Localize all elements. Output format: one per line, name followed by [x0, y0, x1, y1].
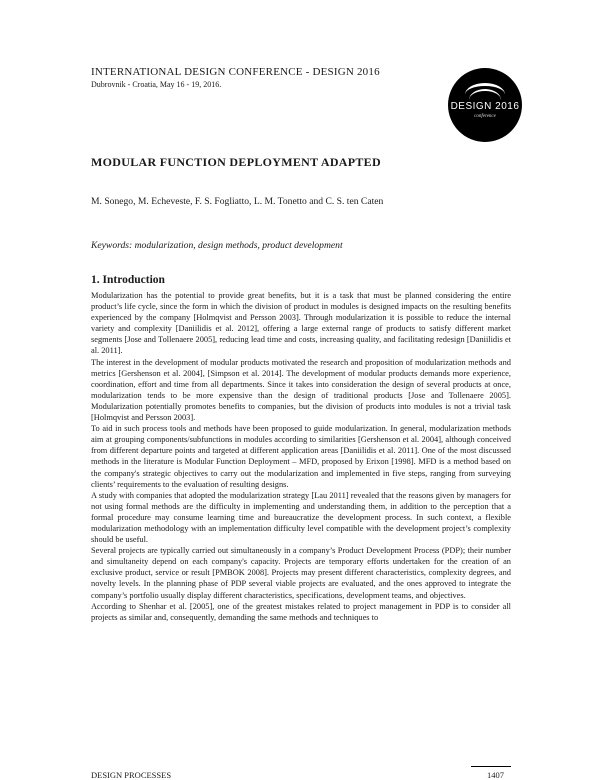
logo-tagline: conference	[474, 114, 496, 119]
keywords: Keywords: modularization, design methods, product development	[91, 240, 343, 251]
paragraph: The interest in the development of modular products motivated the research and proposition of modularization methods and metrics [Gershenson et al. 2004], [Simpson et al. 2014]. The development of modular products demands more experience, coordination, effort and time from all departments. Since it takes into consideration the design of several products at once, modularization tends to be more expensive than the design of traditional products [Jose and Tollenaere 2005]. Modularization potentially promotes benefits to companies, but the division of products into modules is not a trivial task [Holmqvist and Persson 2003].	[91, 357, 511, 423]
body-text	[91, 290, 511, 623]
design-2016-logo	[448, 68, 522, 142]
paragraph: A study with companies that adopted the modularization strategy [Lau 2011] revealed that the reasons given by managers for not using formal methods are the difficulty in implementing and understanding them, in addition to the perception that a formal procedure may consume learning time and bureaucratize the development process. In such context, a flexible modularization methodology with an implementation difficulty level compatible with the development project’s complexity should be useful.	[91, 490, 511, 545]
paragraph: Modularization has the potential to provide great benefits, but it is a task that must be planned considering the entire product’s life cycle, since the form in which the division of product in modules is designed impacts on the resulting benefits experienced by the company [Holmqvist and Persson 2003]. Through modularization it is possible to reduce the internal variety and complexity [Daniilidis et al. 2012], offering a large external range of products to satisfy different market segments [Jose and Tollenaere 2005], reducing lead time and costs, increasing quality, and facilitating redesign [Daniilidis et al. 2011].	[91, 291, 511, 356]
logo-brand: DESIGN 2016	[450, 101, 520, 112]
footer-journal: DESIGN PROCESSES	[91, 770, 172, 780]
section-heading: 1. Introduction	[91, 274, 165, 286]
paper-title: MODULAR FUNCTION DEPLOYMENT ADAPTED	[91, 155, 381, 169]
page-number: 1407	[487, 770, 504, 780]
paragraph: According to Shenhar et al. [2005], one of the greatest mistakes related to project management in PDP is to consider all projects as similar and, consequently, demanding the same methods and techniques to	[91, 601, 511, 622]
conference-location-date: Dubrovnik - Croatia, May 16 - 19, 2016.	[91, 80, 222, 89]
footer-rule	[471, 766, 511, 767]
paragraph: Several projects are typically carried out simultaneously in a company’s Product Development Process (PDP); their number and simultaneity depend on each company's capacity. Projects are temporary efforts undertaken for the creation of an exclusive product, service or result [PMBOK 2008]. Projects may present different characteristics, complexity degrees, and novelty levels. In the planning phase of PDP several viable projects are evaluated, and the ones approved to integrate the company’s portfolio usually display different characteristics, specifications, development teams, and objectives.	[91, 546, 511, 600]
authors: M. Sonego, M. Echeveste, F. S. Fogliatto, L. M. Tonetto and C. S. ten Caten	[91, 196, 384, 207]
paragraph: To aid in such process tools and methods have been proposed to guide modularization. In general, modularization methods aim at grouping components/subfunctions in modules according to similarities [Gershenson et al. 2004], although conceived from different departure points and targeted at different application areas [Daniilidis et al. 2011]. One of the most discussed methods in the literature is Modular Function Deployment – MFD, proposed by Erixon [1998]. MFD is a method based on the company's strategic objectives to carry out the modularization and implemented in five steps, ranging from surveying clients’ requirements to the evaluation of resulting designs.	[91, 424, 511, 489]
conference-title: INTERNATIONAL DESIGN CONFERENCE - DESIGN 2016	[91, 66, 380, 78]
